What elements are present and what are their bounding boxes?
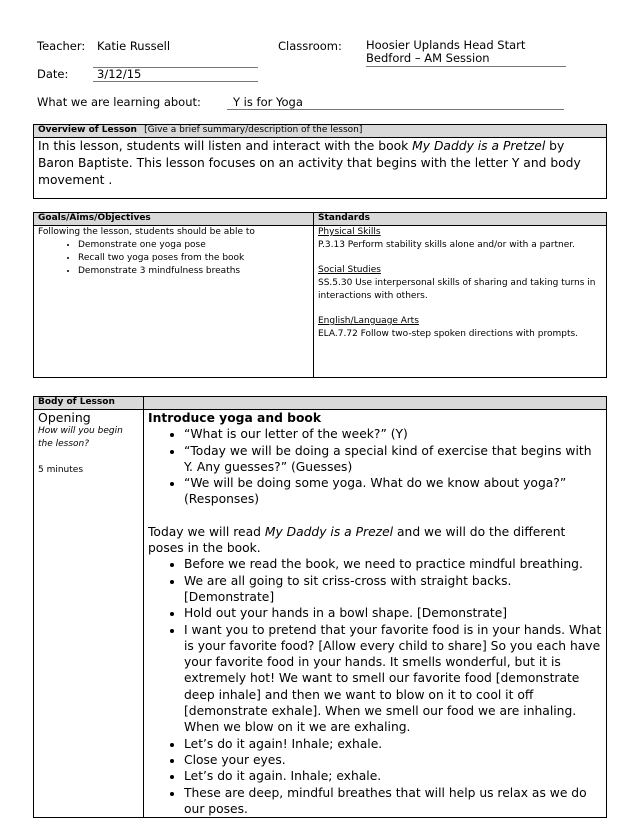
learning-text: Y is for Yoga: [233, 95, 303, 109]
breathing-item: • We are all going to sit criss-cross with straight backs. [Demonstrate]: [184, 573, 602, 606]
classroom-label: Classroom:: [278, 39, 342, 53]
opening-cell: [34, 410, 144, 818]
breathing-item: • Close your eyes.: [184, 752, 602, 768]
opening-question: How will you begin the lesson?: [38, 426, 123, 449]
intro-list: [148, 426, 602, 507]
overview-text: [34, 138, 607, 199]
breathing-list: [148, 556, 602, 817]
standard-text: P.3.13 Perform stability skills alone and/or with a partner.: [318, 240, 576, 250]
para-book-title: My Daddy is a Prezel: [264, 524, 394, 539]
body-table: [33, 396, 607, 818]
learning-label: What we are learning about:: [37, 95, 201, 109]
learning-value: [227, 95, 564, 110]
intro-item: • “Today we will be doing a special kind of exercise that begins with Y. Any guesses?” (Guesses): [184, 443, 602, 476]
breathing-item: • Before we read the book, we need to practice mindful breathing.: [184, 556, 602, 572]
lesson-content-cell: [144, 410, 607, 818]
overview-book-title: My Daddy is a Pretzel: [412, 139, 546, 153]
breathing-item: • I want you to pretend that your favorite food is in your hands. What is your favorite food? [Allow every child to share] So you each have your favorite food in your hands. It smells wonderful, but it is extremely hot! We want to smell our favorite food [demonstrate deep inhale] and then we want to blow on it to cool it off [demonstrate exhale]. When we smell our food we are inhaling. When we blow on it we are exhaling.: [184, 622, 602, 736]
opening-time: 5 minutes: [38, 465, 84, 475]
teacher-label: Teacher:: [37, 39, 86, 53]
breathing-item: • These are deep, mindful breathes that will help us relax as we do our poses.: [184, 785, 602, 818]
standard-title: Social Studies: [318, 265, 381, 275]
goals-standards-table: [33, 212, 607, 378]
lesson-paragraph: [148, 524, 602, 557]
opening-title: Opening: [38, 410, 91, 425]
goals-heading: Goals/Aims/Objectives: [34, 213, 314, 226]
breathing-item: • Let’s do it again! Inhale; exhale.: [184, 736, 602, 752]
standards-heading: Standards: [314, 213, 607, 226]
goal-item: • Recall two yoga poses from the book: [78, 252, 309, 265]
lesson-section-title: Introduce yoga and book: [148, 411, 322, 425]
body-heading-blank: [144, 397, 607, 410]
goals-cell: [34, 226, 314, 378]
teacher-value: [93, 39, 258, 68]
overview-text-post: by Baron Baptiste. This lesson focuses on an activity that begins with the letter Y and body movement .: [38, 139, 581, 187]
goal-item: • Demonstrate one yoga pose: [78, 239, 309, 252]
goals-intro: Following the lesson, students should be able to: [38, 227, 255, 237]
standard-text: ELA.7.72 Follow two-step spoken directions with prompts.: [318, 329, 579, 339]
standard-text: SS.5.30 Use interpersonal skills of sharing and taking turns in interactions with others.: [318, 278, 596, 301]
goals-list: [38, 239, 309, 278]
overview-table: [33, 124, 607, 199]
standard-title: English/Language Arts: [318, 316, 419, 326]
date-value: [93, 67, 258, 82]
classroom-value: [366, 39, 566, 67]
goal-item: • Demonstrate 3 mindfulness breaths: [78, 265, 309, 278]
date-text: 3/12/15: [97, 67, 142, 81]
standards-cell: [314, 226, 607, 378]
overview-heading-cell: [34, 125, 607, 138]
teacher-name: Katie Russell: [97, 39, 171, 53]
classroom-line2: Bedford – AM Session: [366, 51, 490, 65]
intro-item: • “We will be doing some yoga. What do we know about yoga?” (Responses): [184, 475, 602, 508]
classroom-line1: Hoosier Uplands Head Start: [366, 38, 526, 52]
overview-hint: [Give a brief summary/description of the lesson]: [144, 125, 363, 135]
breathing-item: • Let’s do it again. Inhale; exhale.: [184, 768, 602, 784]
body-heading: Body of Lesson: [34, 397, 144, 410]
standard-title: Physical Skills: [318, 227, 381, 237]
breathing-item: • Hold out your hands in a bowl shape. [Demonstrate]: [184, 605, 602, 621]
intro-item: • “What is our letter of the week?” (Y): [184, 426, 602, 442]
overview-text-pre: In this lesson, students will listen and interact with the book: [38, 139, 413, 153]
overview-heading: Overview of Lesson: [38, 125, 137, 135]
para-pre: Today we will read: [148, 524, 265, 539]
date-label: Date:: [37, 67, 69, 81]
para-post: and we will do the different poses in the book.: [148, 524, 566, 556]
